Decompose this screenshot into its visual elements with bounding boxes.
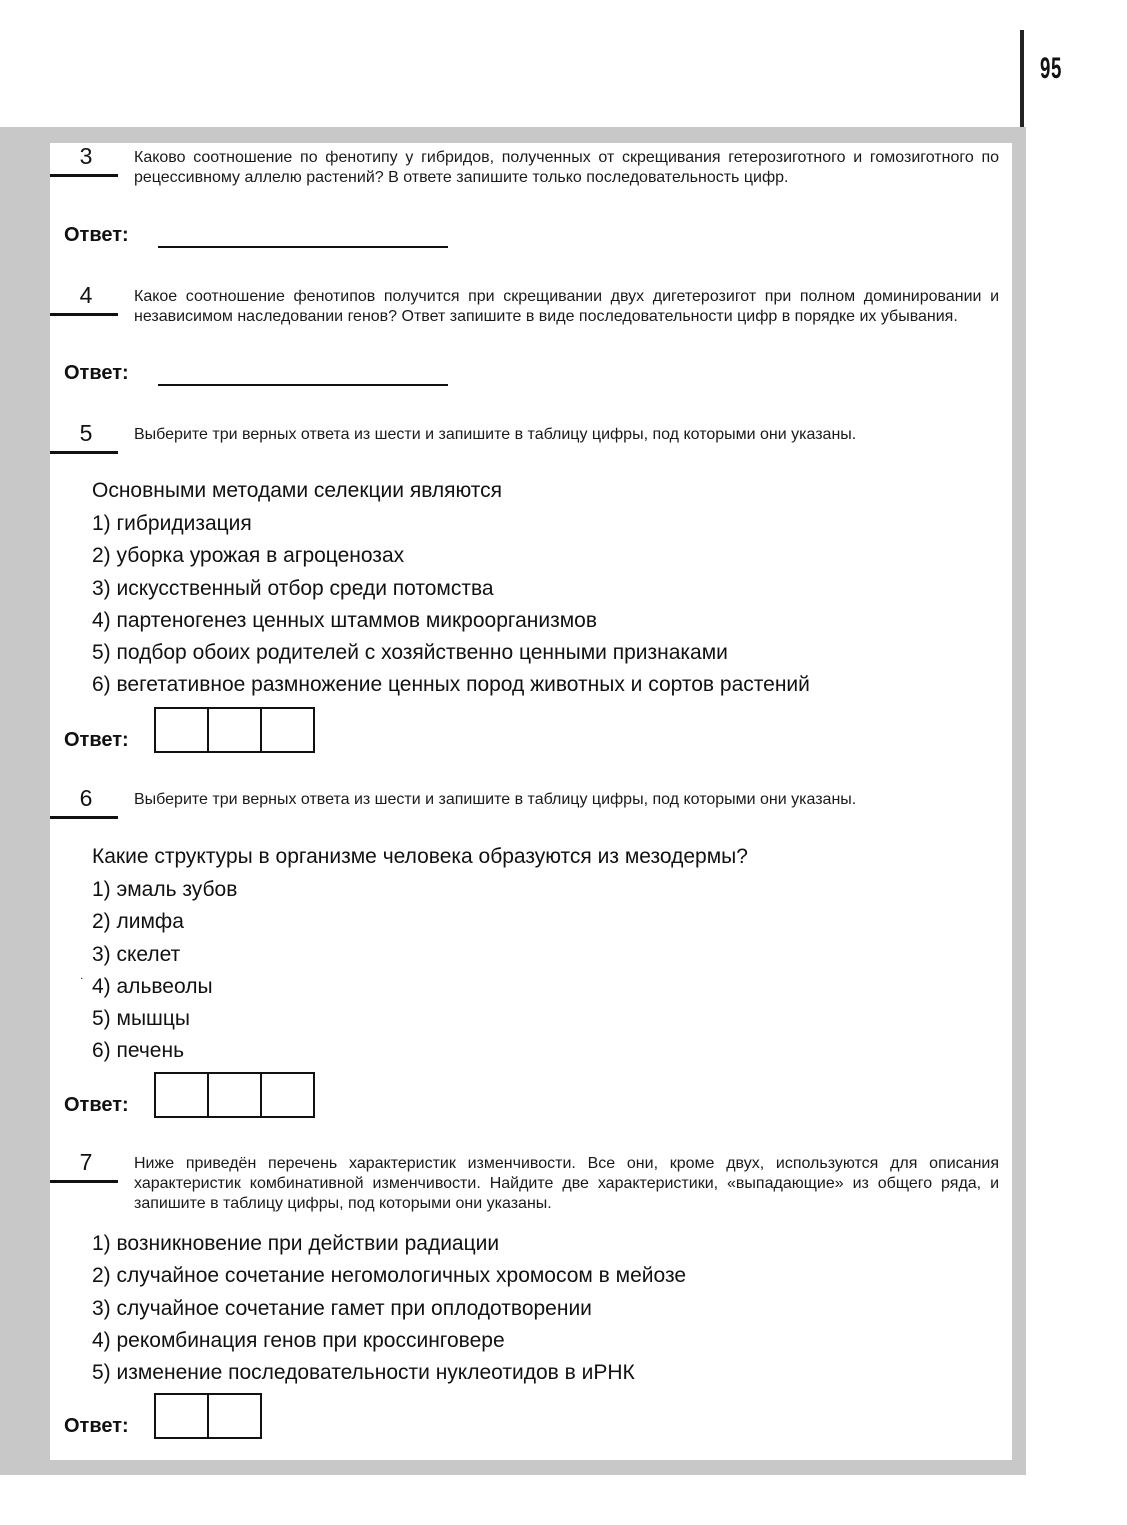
task-instruction: Какое соотношение фенотипов получится при скрещивании двух дигетерозигот при полном доминировании и независимом наследовании генов? Ответ запишите в виде последовательности цифр в порядке их убывания.: [134, 288, 999, 325]
task-number: 4: [79, 282, 93, 308]
option-item: 5) подбор обоих родителей с хозяйственно ценными признаками: [92, 641, 728, 665]
task-instruction: Каково соотношение по фенотипу у гибридов, полученных от скрещивания гетерозиготного и гомозиготного по рецессивному аллелю растений? В ответе запишите только последовательность цифр.: [134, 149, 999, 186]
option-list: [92, 877, 237, 1071]
option-list: [92, 511, 810, 705]
option-item: 3) искусственный отбор среди потомства: [92, 576, 494, 600]
answer-label: Ответ:: [64, 1415, 129, 1437]
answer-cell[interactable]: [154, 707, 209, 753]
answer-boxes: [154, 1393, 262, 1439]
answer-cell[interactable]: [209, 1072, 262, 1118]
option-item: 1) возникновение при действии радиации: [92, 1232, 500, 1255]
option-item: 1) эмаль зубов: [92, 878, 238, 901]
answer-cell[interactable]: [154, 1072, 209, 1118]
answer-boxes: [154, 707, 315, 753]
answer-label: Ответ:: [64, 224, 129, 246]
answer-cell[interactable]: [154, 1393, 209, 1439]
answer-cell[interactable]: [209, 1393, 262, 1439]
task-number: 3: [79, 143, 93, 169]
task-number: 7: [79, 1149, 93, 1175]
option-item: 4) рекомбинация генов при кроссинговере: [92, 1328, 505, 1352]
task-number-underline: [50, 313, 118, 316]
task-number-underline: [50, 816, 118, 819]
stray-mark: ˙: [80, 975, 85, 991]
answer-cell[interactable]: [262, 1072, 315, 1118]
answer-label: Ответ:: [64, 1094, 129, 1116]
option-item: 6) вегетативное размножение ценных пород животных и сортов растений: [92, 673, 810, 697]
option-item: 2) случайное сочетание негомологичных хромосом в мейозе: [92, 1264, 687, 1288]
task-instruction: Выберите три верных ответа из шести и запишите в таблицу цифры, под которыми они указаны.: [134, 426, 857, 443]
page-number-rule: [1020, 30, 1024, 133]
answer-label: Ответ:: [64, 362, 129, 384]
task-number: 5: [79, 420, 93, 446]
answer-line[interactable]: [158, 384, 448, 386]
task-number: 6: [79, 785, 93, 811]
task-question: Какие структуры в организме человека образуются из мезодермы?: [92, 845, 748, 868]
option-item: 4) партеногенез ценных штаммов микроорганизмов: [92, 608, 597, 632]
exercise-panel: [50, 143, 1012, 1460]
task-instruction: Выберите три верных ответа из шести и запишите в таблицу цифры, под которыми они указаны.: [134, 791, 857, 808]
option-item: 2) лимфа: [92, 910, 184, 934]
option-item: 5) мышцы: [92, 1007, 191, 1031]
option-list: [92, 1231, 686, 1392]
page-number: 95: [1040, 52, 1062, 85]
option-item: 4) альвеолы: [92, 974, 213, 998]
answer-boxes: [154, 1072, 315, 1118]
answer-label: Ответ:: [64, 729, 129, 751]
task-number-underline: [50, 451, 118, 454]
answer-cell[interactable]: [262, 707, 315, 753]
task-question: Основными методами селекции являются: [92, 479, 503, 502]
answer-cell[interactable]: [209, 707, 262, 753]
answer-line[interactable]: [158, 246, 448, 248]
option-item: 2) уборка урожая в агроценозах: [92, 544, 405, 568]
option-item: 3) случайное сочетание гамет при оплодотворении: [92, 1296, 592, 1320]
task-number-underline: [50, 1180, 118, 1183]
task-number-underline: [50, 174, 118, 177]
option-item: 1) гибридизация: [92, 512, 252, 535]
option-item: 3) скелет: [92, 942, 181, 966]
task-instruction: Ниже приведён перечень характеристик изменчивости. Все они, кроме двух, используются для описания характеристик комбинативной изменчивости. Найдите две характеристики, «выпадающие» из общего ряда, и запишите в таблицу цифры, под которыми они указаны.: [134, 1155, 999, 1212]
option-item: 5) изменение последовательности нуклеотидов в иРНК: [92, 1361, 635, 1385]
option-item: 6) печень: [92, 1039, 185, 1063]
